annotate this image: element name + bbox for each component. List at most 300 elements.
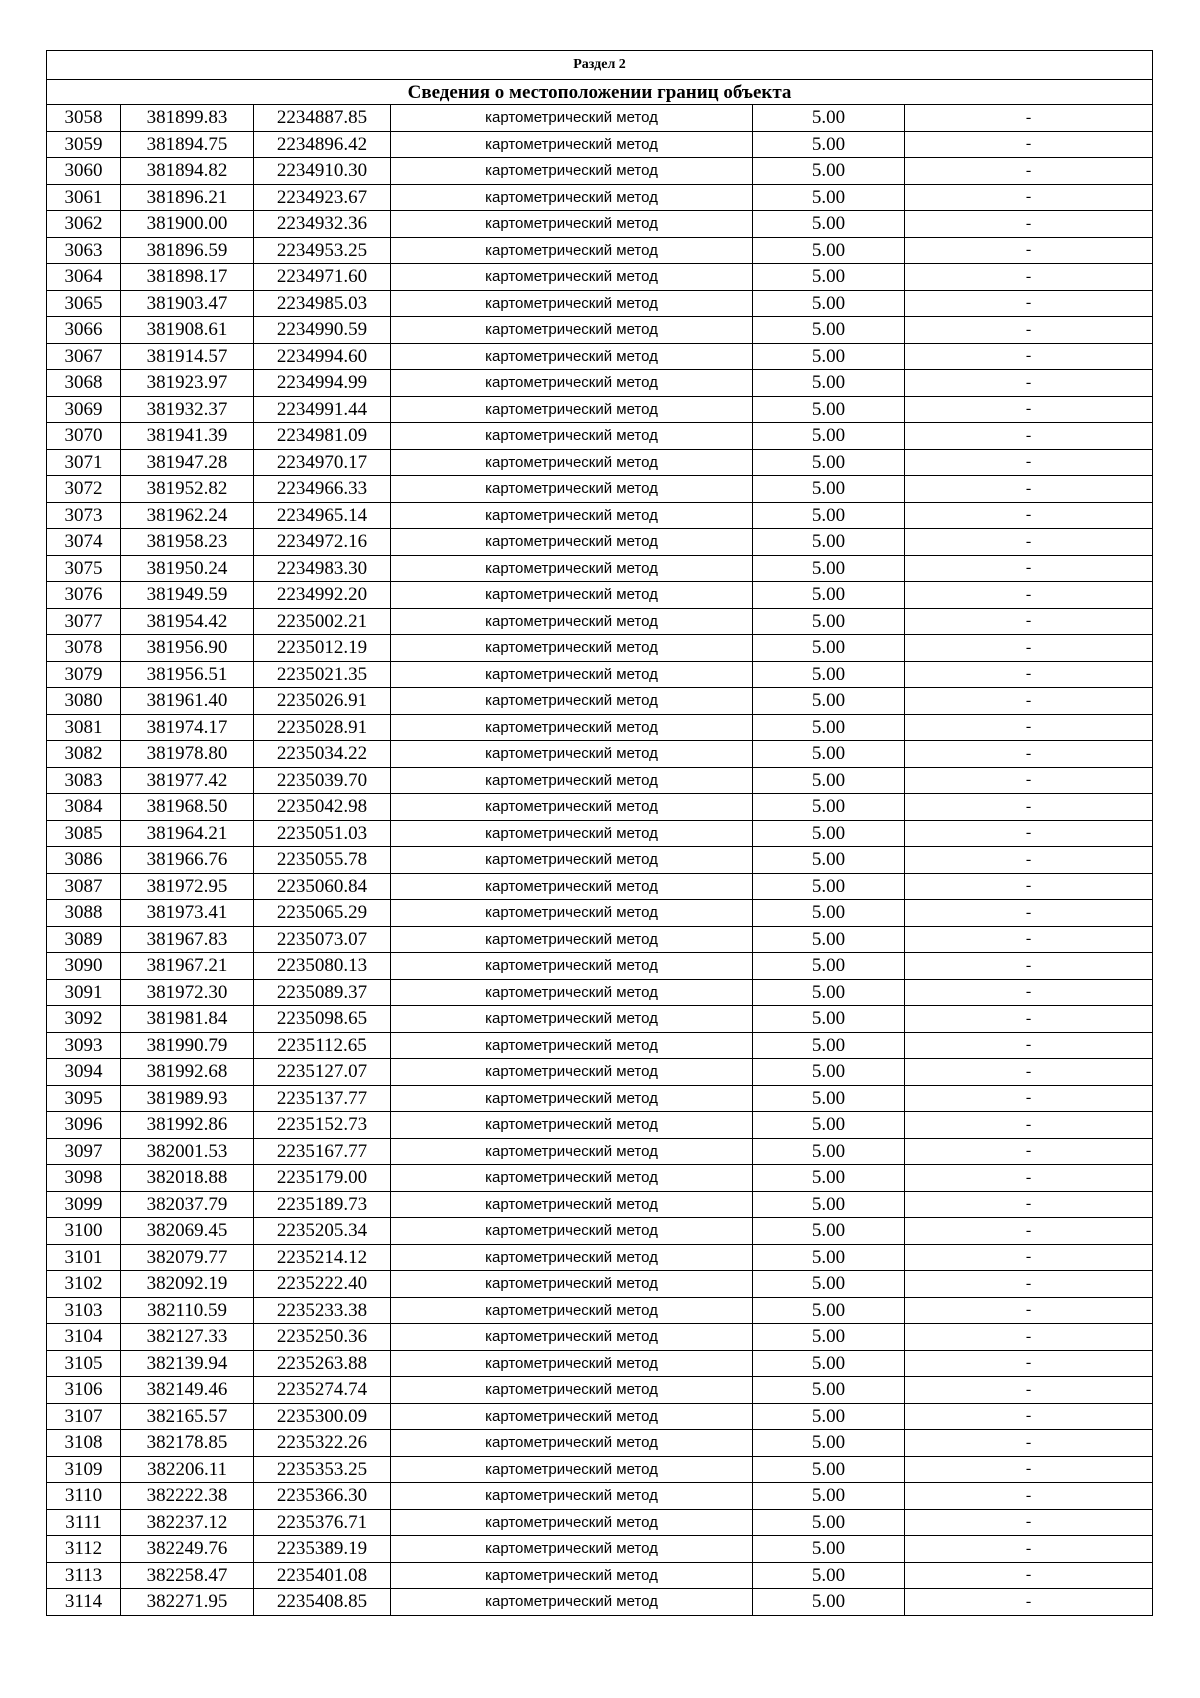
cell-coord-y: 2235028.91 xyxy=(254,714,391,741)
cell-point-number: 3082 xyxy=(47,741,121,768)
cell-description: - xyxy=(905,926,1153,953)
cell-coord-x: 381952.82 xyxy=(121,476,254,503)
cell-accuracy: 5.00 xyxy=(753,661,905,688)
table-row xyxy=(47,476,1153,503)
cell-accuracy: 5.00 xyxy=(753,714,905,741)
cell-point-number: 3093 xyxy=(47,1032,121,1059)
cell-coord-x: 382165.57 xyxy=(121,1403,254,1430)
table-row xyxy=(47,1483,1153,1510)
table-row xyxy=(47,1165,1153,1192)
cell-description: - xyxy=(905,423,1153,450)
table-row xyxy=(47,953,1153,980)
cell-point-number: 3099 xyxy=(47,1191,121,1218)
cell-coord-x: 381894.75 xyxy=(121,131,254,158)
cell-point-number: 3103 xyxy=(47,1297,121,1324)
cell-accuracy: 5.00 xyxy=(753,900,905,927)
boundary-table xyxy=(46,50,1153,1616)
table-row xyxy=(47,396,1153,423)
cell-method: картометрический метод xyxy=(391,1032,753,1059)
cell-accuracy: 5.00 xyxy=(753,1244,905,1271)
table-row xyxy=(47,1085,1153,1112)
cell-accuracy: 5.00 xyxy=(753,1377,905,1404)
cell-description: - xyxy=(905,370,1153,397)
cell-description: - xyxy=(905,105,1153,132)
cell-accuracy: 5.00 xyxy=(753,1430,905,1457)
cell-method: картометрический метод xyxy=(391,502,753,529)
cell-method: картометрический метод xyxy=(391,1165,753,1192)
table-row xyxy=(47,1297,1153,1324)
cell-description: - xyxy=(905,237,1153,264)
cell-description: - xyxy=(905,794,1153,821)
cell-point-number: 3061 xyxy=(47,184,121,211)
table-row xyxy=(47,1138,1153,1165)
cell-coord-y: 2235366.30 xyxy=(254,1483,391,1510)
table-row xyxy=(47,900,1153,927)
table-row xyxy=(47,741,1153,768)
cell-description: - xyxy=(905,767,1153,794)
cell-method: картометрический метод xyxy=(391,476,753,503)
cell-description: - xyxy=(905,1191,1153,1218)
cell-description: - xyxy=(905,1562,1153,1589)
cell-accuracy: 5.00 xyxy=(753,1403,905,1430)
cell-point-number: 3092 xyxy=(47,1006,121,1033)
cell-coord-y: 2235112.65 xyxy=(254,1032,391,1059)
cell-coord-y: 2235060.84 xyxy=(254,873,391,900)
cell-description: - xyxy=(905,1138,1153,1165)
table-row xyxy=(47,1006,1153,1033)
cell-description: - xyxy=(905,1059,1153,1086)
cell-coord-x: 381941.39 xyxy=(121,423,254,450)
cell-coord-x: 382237.12 xyxy=(121,1509,254,1536)
cell-method: картометрический метод xyxy=(391,847,753,874)
cell-description: - xyxy=(905,661,1153,688)
cell-coord-y: 2235205.34 xyxy=(254,1218,391,1245)
cell-accuracy: 5.00 xyxy=(753,105,905,132)
cell-coord-y: 2234994.99 xyxy=(254,370,391,397)
cell-coord-y: 2235021.35 xyxy=(254,661,391,688)
cell-coord-y: 2235137.77 xyxy=(254,1085,391,1112)
cell-accuracy: 5.00 xyxy=(753,476,905,503)
cell-point-number: 3079 xyxy=(47,661,121,688)
cell-coord-y: 2235152.73 xyxy=(254,1112,391,1139)
table-row xyxy=(47,1271,1153,1298)
table-body xyxy=(47,105,1153,1616)
cell-coord-x: 382018.88 xyxy=(121,1165,254,1192)
cell-coord-y: 2234932.36 xyxy=(254,211,391,238)
table-row xyxy=(47,1589,1153,1616)
table-row xyxy=(47,1059,1153,1086)
cell-method: картометрический метод xyxy=(391,1377,753,1404)
cell-method: картометрический метод xyxy=(391,1430,753,1457)
cell-coord-y: 2235322.26 xyxy=(254,1430,391,1457)
cell-method: картометрический метод xyxy=(391,873,753,900)
cell-point-number: 3110 xyxy=(47,1483,121,1510)
cell-point-number: 3086 xyxy=(47,847,121,874)
cell-point-number: 3060 xyxy=(47,158,121,185)
table-row xyxy=(47,1112,1153,1139)
cell-coord-x: 381990.79 xyxy=(121,1032,254,1059)
cell-method: картометрический метод xyxy=(391,529,753,556)
cell-coord-y: 2234965.14 xyxy=(254,502,391,529)
cell-accuracy: 5.00 xyxy=(753,794,905,821)
cell-point-number: 3100 xyxy=(47,1218,121,1245)
cell-coord-x: 381962.24 xyxy=(121,502,254,529)
cell-accuracy: 5.00 xyxy=(753,158,905,185)
cell-coord-y: 2234923.67 xyxy=(254,184,391,211)
cell-method: картометрический метод xyxy=(391,661,753,688)
cell-point-number: 3068 xyxy=(47,370,121,397)
cell-description: - xyxy=(905,1403,1153,1430)
cell-point-number: 3076 xyxy=(47,582,121,609)
cell-coord-x: 381981.84 xyxy=(121,1006,254,1033)
cell-point-number: 3067 xyxy=(47,343,121,370)
cell-coord-x: 381908.61 xyxy=(121,317,254,344)
cell-accuracy: 5.00 xyxy=(753,502,905,529)
cell-description: - xyxy=(905,979,1153,1006)
cell-point-number: 3113 xyxy=(47,1562,121,1589)
cell-coord-x: 381973.41 xyxy=(121,900,254,927)
cell-coord-x: 381977.42 xyxy=(121,767,254,794)
cell-description: - xyxy=(905,1536,1153,1563)
table-row xyxy=(47,582,1153,609)
cell-accuracy: 5.00 xyxy=(753,343,905,370)
cell-accuracy: 5.00 xyxy=(753,1032,905,1059)
cell-coord-x: 381974.17 xyxy=(121,714,254,741)
cell-accuracy: 5.00 xyxy=(753,1165,905,1192)
cell-accuracy: 5.00 xyxy=(753,264,905,291)
cell-method: картометрический метод xyxy=(391,343,753,370)
cell-accuracy: 5.00 xyxy=(753,1112,905,1139)
cell-coord-x: 381992.86 xyxy=(121,1112,254,1139)
cell-accuracy: 5.00 xyxy=(753,529,905,556)
cell-description: - xyxy=(905,1297,1153,1324)
cell-description: - xyxy=(905,1165,1153,1192)
cell-accuracy: 5.00 xyxy=(753,1085,905,1112)
table-row xyxy=(47,184,1153,211)
cell-coord-x: 381950.24 xyxy=(121,555,254,582)
cell-accuracy: 5.00 xyxy=(753,449,905,476)
cell-coord-x: 381900.00 xyxy=(121,211,254,238)
cell-point-number: 3094 xyxy=(47,1059,121,1086)
cell-description: - xyxy=(905,290,1153,317)
cell-coord-x: 381966.76 xyxy=(121,847,254,874)
table-row xyxy=(47,1324,1153,1351)
cell-accuracy: 5.00 xyxy=(753,608,905,635)
cell-method: картометрический метод xyxy=(391,370,753,397)
cell-method: картометрический метод xyxy=(391,1244,753,1271)
cell-method: картометрический метод xyxy=(391,1536,753,1563)
cell-coord-x: 382037.79 xyxy=(121,1191,254,1218)
cell-description: - xyxy=(905,1377,1153,1404)
table-row xyxy=(47,847,1153,874)
cell-point-number: 3112 xyxy=(47,1536,121,1563)
cell-coord-y: 2235026.91 xyxy=(254,688,391,715)
cell-description: - xyxy=(905,582,1153,609)
cell-description: - xyxy=(905,1589,1153,1616)
cell-method: картометрический метод xyxy=(391,237,753,264)
cell-description: - xyxy=(905,1085,1153,1112)
table-title: Сведения о местоположении границ объекта xyxy=(47,80,1153,105)
section-row xyxy=(47,51,1153,80)
cell-method: картометрический метод xyxy=(391,158,753,185)
cell-point-number: 3071 xyxy=(47,449,121,476)
cell-point-number: 3059 xyxy=(47,131,121,158)
table-row xyxy=(47,502,1153,529)
cell-description: - xyxy=(905,900,1153,927)
cell-method: картометрический метод xyxy=(391,1589,753,1616)
cell-coord-x: 381896.21 xyxy=(121,184,254,211)
cell-accuracy: 5.00 xyxy=(753,1218,905,1245)
cell-point-number: 3084 xyxy=(47,794,121,821)
cell-method: картометрический метод xyxy=(391,449,753,476)
cell-coord-y: 2235214.12 xyxy=(254,1244,391,1271)
cell-point-number: 3078 xyxy=(47,635,121,662)
table-row xyxy=(47,1536,1153,1563)
cell-point-number: 3109 xyxy=(47,1456,121,1483)
table-row xyxy=(47,1509,1153,1536)
cell-method: картометрический метод xyxy=(391,741,753,768)
cell-point-number: 3111 xyxy=(47,1509,121,1536)
cell-description: - xyxy=(905,555,1153,582)
cell-coord-y: 2235300.09 xyxy=(254,1403,391,1430)
cell-accuracy: 5.00 xyxy=(753,635,905,662)
cell-method: картометрический метод xyxy=(391,1350,753,1377)
cell-method: картометрический метод xyxy=(391,1112,753,1139)
cell-point-number: 3096 xyxy=(47,1112,121,1139)
table-row xyxy=(47,608,1153,635)
cell-coord-x: 381932.37 xyxy=(121,396,254,423)
cell-coord-x: 381954.42 xyxy=(121,608,254,635)
table-row xyxy=(47,1244,1153,1271)
table-row xyxy=(47,1403,1153,1430)
cell-point-number: 3101 xyxy=(47,1244,121,1271)
cell-coord-y: 2234887.85 xyxy=(254,105,391,132)
cell-coord-x: 382206.11 xyxy=(121,1456,254,1483)
cell-description: - xyxy=(905,264,1153,291)
cell-coord-x: 382079.77 xyxy=(121,1244,254,1271)
cell-description: - xyxy=(905,1271,1153,1298)
cell-method: картометрический метод xyxy=(391,635,753,662)
cell-coord-x: 381964.21 xyxy=(121,820,254,847)
cell-coord-y: 2234983.30 xyxy=(254,555,391,582)
cell-coord-y: 2235274.74 xyxy=(254,1377,391,1404)
cell-method: картометрический метод xyxy=(391,1059,753,1086)
table-row xyxy=(47,370,1153,397)
table-row xyxy=(47,237,1153,264)
cell-description: - xyxy=(905,211,1153,238)
cell-accuracy: 5.00 xyxy=(753,1483,905,1510)
section-label: Раздел 2 xyxy=(47,51,1153,80)
cell-description: - xyxy=(905,449,1153,476)
cell-coord-x: 381972.95 xyxy=(121,873,254,900)
cell-coord-y: 2235222.40 xyxy=(254,1271,391,1298)
cell-coord-y: 2235051.03 xyxy=(254,820,391,847)
cell-description: - xyxy=(905,317,1153,344)
cell-method: картометрический метод xyxy=(391,900,753,927)
table-row xyxy=(47,343,1153,370)
cell-method: картометрический метод xyxy=(391,211,753,238)
cell-point-number: 3077 xyxy=(47,608,121,635)
cell-coord-x: 381989.93 xyxy=(121,1085,254,1112)
table-row xyxy=(47,926,1153,953)
cell-coord-y: 2235012.19 xyxy=(254,635,391,662)
cell-point-number: 3087 xyxy=(47,873,121,900)
cell-coord-x: 382001.53 xyxy=(121,1138,254,1165)
cell-description: - xyxy=(905,131,1153,158)
cell-point-number: 3098 xyxy=(47,1165,121,1192)
table-row xyxy=(47,158,1153,185)
cell-coord-x: 381914.57 xyxy=(121,343,254,370)
cell-coord-y: 2235080.13 xyxy=(254,953,391,980)
cell-method: картометрический метод xyxy=(391,820,753,847)
cell-coord-x: 381949.59 xyxy=(121,582,254,609)
cell-accuracy: 5.00 xyxy=(753,1138,905,1165)
cell-coord-y: 2234966.33 xyxy=(254,476,391,503)
cell-coord-x: 381956.90 xyxy=(121,635,254,662)
title-row xyxy=(47,80,1153,105)
cell-coord-y: 2235127.07 xyxy=(254,1059,391,1086)
table-row xyxy=(47,688,1153,715)
cell-method: картометрический метод xyxy=(391,1085,753,1112)
cell-coord-x: 381956.51 xyxy=(121,661,254,688)
cell-coord-y: 2235055.78 xyxy=(254,847,391,874)
cell-method: картометрический метод xyxy=(391,1483,753,1510)
cell-coord-y: 2235073.07 xyxy=(254,926,391,953)
table-row xyxy=(47,105,1153,132)
cell-coord-x: 381923.97 xyxy=(121,370,254,397)
table-row xyxy=(47,423,1153,450)
cell-method: картометрический метод xyxy=(391,1271,753,1298)
cell-coord-x: 382222.38 xyxy=(121,1483,254,1510)
cell-coord-y: 2235098.65 xyxy=(254,1006,391,1033)
cell-method: картометрический метод xyxy=(391,1191,753,1218)
cell-coord-y: 2235408.85 xyxy=(254,1589,391,1616)
cell-accuracy: 5.00 xyxy=(753,1324,905,1351)
table-row xyxy=(47,1032,1153,1059)
cell-method: картометрический метод xyxy=(391,105,753,132)
cell-method: картометрический метод xyxy=(391,555,753,582)
cell-method: картометрический метод xyxy=(391,317,753,344)
cell-point-number: 3062 xyxy=(47,211,121,238)
cell-method: картометрический метод xyxy=(391,582,753,609)
cell-point-number: 3104 xyxy=(47,1324,121,1351)
cell-method: картометрический метод xyxy=(391,688,753,715)
cell-method: картометрический метод xyxy=(391,264,753,291)
cell-point-number: 3063 xyxy=(47,237,121,264)
table-row xyxy=(47,979,1153,1006)
table-row xyxy=(47,317,1153,344)
cell-coord-y: 2235002.21 xyxy=(254,608,391,635)
cell-coord-y: 2235189.73 xyxy=(254,1191,391,1218)
cell-point-number: 3069 xyxy=(47,396,121,423)
cell-coord-y: 2234992.20 xyxy=(254,582,391,609)
cell-accuracy: 5.00 xyxy=(753,767,905,794)
cell-point-number: 3083 xyxy=(47,767,121,794)
cell-accuracy: 5.00 xyxy=(753,741,905,768)
cell-description: - xyxy=(905,476,1153,503)
cell-accuracy: 5.00 xyxy=(753,317,905,344)
cell-accuracy: 5.00 xyxy=(753,1059,905,1086)
cell-description: - xyxy=(905,1218,1153,1245)
cell-method: картометрический метод xyxy=(391,423,753,450)
cell-coord-y: 2234991.44 xyxy=(254,396,391,423)
cell-coord-y: 2234990.59 xyxy=(254,317,391,344)
cell-point-number: 3065 xyxy=(47,290,121,317)
cell-method: картометрический метод xyxy=(391,131,753,158)
cell-accuracy: 5.00 xyxy=(753,237,905,264)
table-row xyxy=(47,1456,1153,1483)
cell-description: - xyxy=(905,741,1153,768)
cell-accuracy: 5.00 xyxy=(753,1536,905,1563)
cell-coord-x: 382110.59 xyxy=(121,1297,254,1324)
cell-coord-x: 381961.40 xyxy=(121,688,254,715)
table-row xyxy=(47,264,1153,291)
cell-description: - xyxy=(905,184,1153,211)
cell-description: - xyxy=(905,714,1153,741)
cell-coord-x: 381896.59 xyxy=(121,237,254,264)
cell-accuracy: 5.00 xyxy=(753,184,905,211)
cell-description: - xyxy=(905,953,1153,980)
cell-coord-y: 2235353.25 xyxy=(254,1456,391,1483)
cell-description: - xyxy=(905,1350,1153,1377)
cell-description: - xyxy=(905,529,1153,556)
cell-accuracy: 5.00 xyxy=(753,396,905,423)
cell-method: картометрический метод xyxy=(391,1006,753,1033)
cell-coord-x: 381899.83 xyxy=(121,105,254,132)
cell-description: - xyxy=(905,1430,1153,1457)
cell-coord-x: 381958.23 xyxy=(121,529,254,556)
cell-accuracy: 5.00 xyxy=(753,555,905,582)
cell-description: - xyxy=(905,502,1153,529)
cell-description: - xyxy=(905,1244,1153,1271)
table-row xyxy=(47,714,1153,741)
table-row xyxy=(47,661,1153,688)
cell-accuracy: 5.00 xyxy=(753,926,905,953)
cell-coord-x: 382092.19 xyxy=(121,1271,254,1298)
cell-accuracy: 5.00 xyxy=(753,1456,905,1483)
cell-point-number: 3095 xyxy=(47,1085,121,1112)
cell-description: - xyxy=(905,1112,1153,1139)
table-row xyxy=(47,290,1153,317)
cell-coord-x: 381947.28 xyxy=(121,449,254,476)
cell-coord-y: 2235250.36 xyxy=(254,1324,391,1351)
cell-point-number: 3058 xyxy=(47,105,121,132)
cell-description: - xyxy=(905,820,1153,847)
cell-description: - xyxy=(905,343,1153,370)
cell-coord-x: 381992.68 xyxy=(121,1059,254,1086)
cell-point-number: 3064 xyxy=(47,264,121,291)
cell-coord-y: 2235042.98 xyxy=(254,794,391,821)
cell-point-number: 3073 xyxy=(47,502,121,529)
cell-accuracy: 5.00 xyxy=(753,582,905,609)
cell-coord-y: 2234970.17 xyxy=(254,449,391,476)
cell-coord-x: 382139.94 xyxy=(121,1350,254,1377)
cell-coord-x: 381894.82 xyxy=(121,158,254,185)
cell-point-number: 3075 xyxy=(47,555,121,582)
cell-method: картометрический метод xyxy=(391,1218,753,1245)
cell-method: картометрический метод xyxy=(391,1456,753,1483)
cell-description: - xyxy=(905,1324,1153,1351)
cell-coord-y: 2235401.08 xyxy=(254,1562,391,1589)
cell-coord-x: 382149.46 xyxy=(121,1377,254,1404)
cell-description: - xyxy=(905,1483,1153,1510)
cell-accuracy: 5.00 xyxy=(753,370,905,397)
table-row xyxy=(47,820,1153,847)
cell-coord-y: 2235389.19 xyxy=(254,1536,391,1563)
cell-point-number: 3091 xyxy=(47,979,121,1006)
cell-coord-y: 2234972.16 xyxy=(254,529,391,556)
cell-coord-x: 381972.30 xyxy=(121,979,254,1006)
